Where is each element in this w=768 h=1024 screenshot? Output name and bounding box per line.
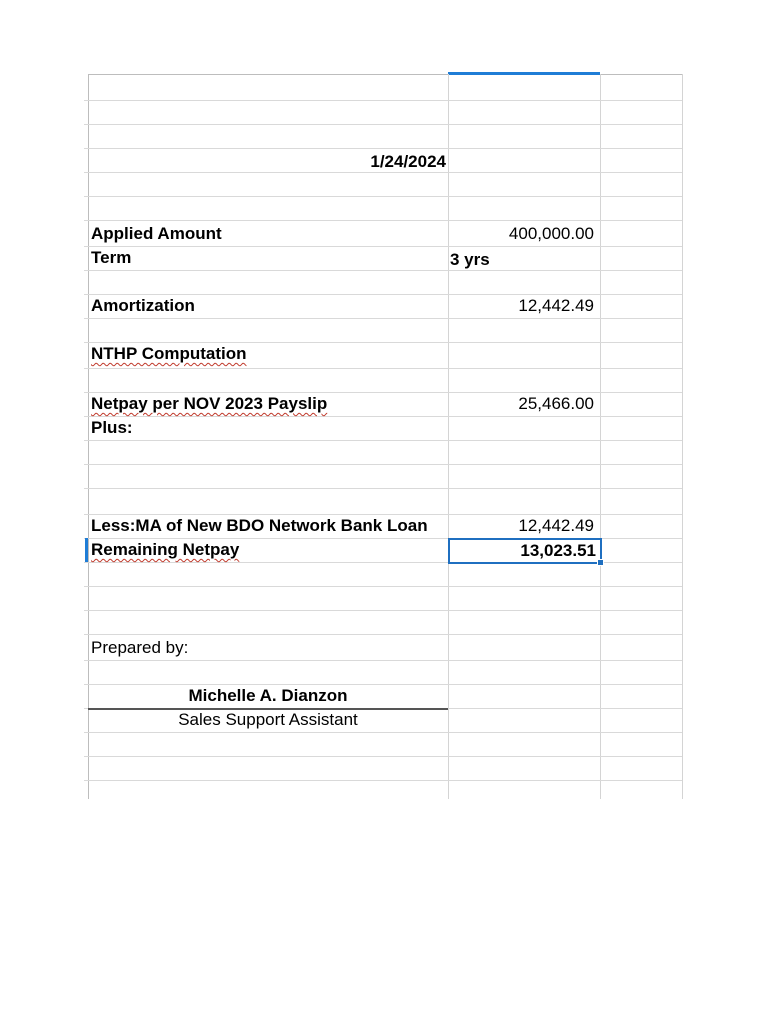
plus-label[interactable]: Plus: <box>91 418 133 437</box>
nthp-label-text: NTHP Computation <box>91 344 247 363</box>
nthp-computation-label[interactable] <box>91 342 247 366</box>
grid-row-line <box>84 780 682 781</box>
grid-row-line <box>84 246 682 247</box>
preparer-title[interactable]: Sales Support Assistant <box>178 710 358 729</box>
applied-amount-value[interactable]: 400,000.00 <box>508 224 594 243</box>
less-ma-label[interactable]: Less:MA of New BDO Network Bank Loan <box>91 516 428 535</box>
prepared-by-label[interactable]: Prepared by: <box>91 638 189 657</box>
selected-column-indicator <box>448 72 600 75</box>
less-ma-value[interactable]: 12,442.49 <box>518 516 594 535</box>
grid-row-line <box>84 732 682 733</box>
netpay-label-text: Netpay per NOV 2023 Payslip <box>91 394 328 413</box>
grid-row-line <box>84 368 682 369</box>
grid-row-line <box>84 464 682 465</box>
applied-amount-label[interactable]: Applied Amount <box>91 224 222 243</box>
term-value[interactable]: 3 yrs <box>450 250 490 269</box>
netpay-label[interactable] <box>91 392 327 416</box>
grid-row-line <box>84 634 682 635</box>
grid-column-line <box>600 74 601 799</box>
grid-row-line <box>84 440 682 441</box>
grid-row-line <box>84 488 682 489</box>
spreadsheet-grid <box>88 74 682 799</box>
grid-row-line <box>84 756 682 757</box>
grid-row-line <box>84 416 682 417</box>
fill-handle[interactable] <box>597 559 604 566</box>
grid-row-line <box>84 610 682 611</box>
remaining-netpay-value: 13,023.51 <box>520 541 596 560</box>
term-label[interactable]: Term <box>91 248 132 267</box>
grid-row-line <box>84 124 682 125</box>
amortization-value[interactable]: 12,442.49 <box>518 296 594 315</box>
grid-column-line <box>682 74 683 799</box>
grid-column-line <box>448 74 449 799</box>
grid-row-line <box>84 270 682 271</box>
active-row-indicator <box>85 538 88 562</box>
amortization-label[interactable]: Amortization <box>91 296 195 315</box>
remaining-netpay-label[interactable] <box>91 538 239 562</box>
grid-row-line <box>84 318 682 319</box>
selected-cell-remaining-netpay[interactable] <box>448 538 602 564</box>
grid-row-line <box>84 148 682 149</box>
grid-row-line <box>84 586 682 587</box>
grid-row-line <box>84 196 682 197</box>
date-cell[interactable]: 1/24/2024 <box>370 152 446 171</box>
netpay-value[interactable]: 25,466.00 <box>518 394 594 413</box>
remaining-netpay-label-text: Remaining Netpay <box>91 540 240 559</box>
grid-row-line <box>84 100 682 101</box>
grid-row-line <box>84 660 682 661</box>
grid-row-line <box>84 220 682 221</box>
preparer-name[interactable]: Michelle A. Dianzon <box>188 686 348 705</box>
